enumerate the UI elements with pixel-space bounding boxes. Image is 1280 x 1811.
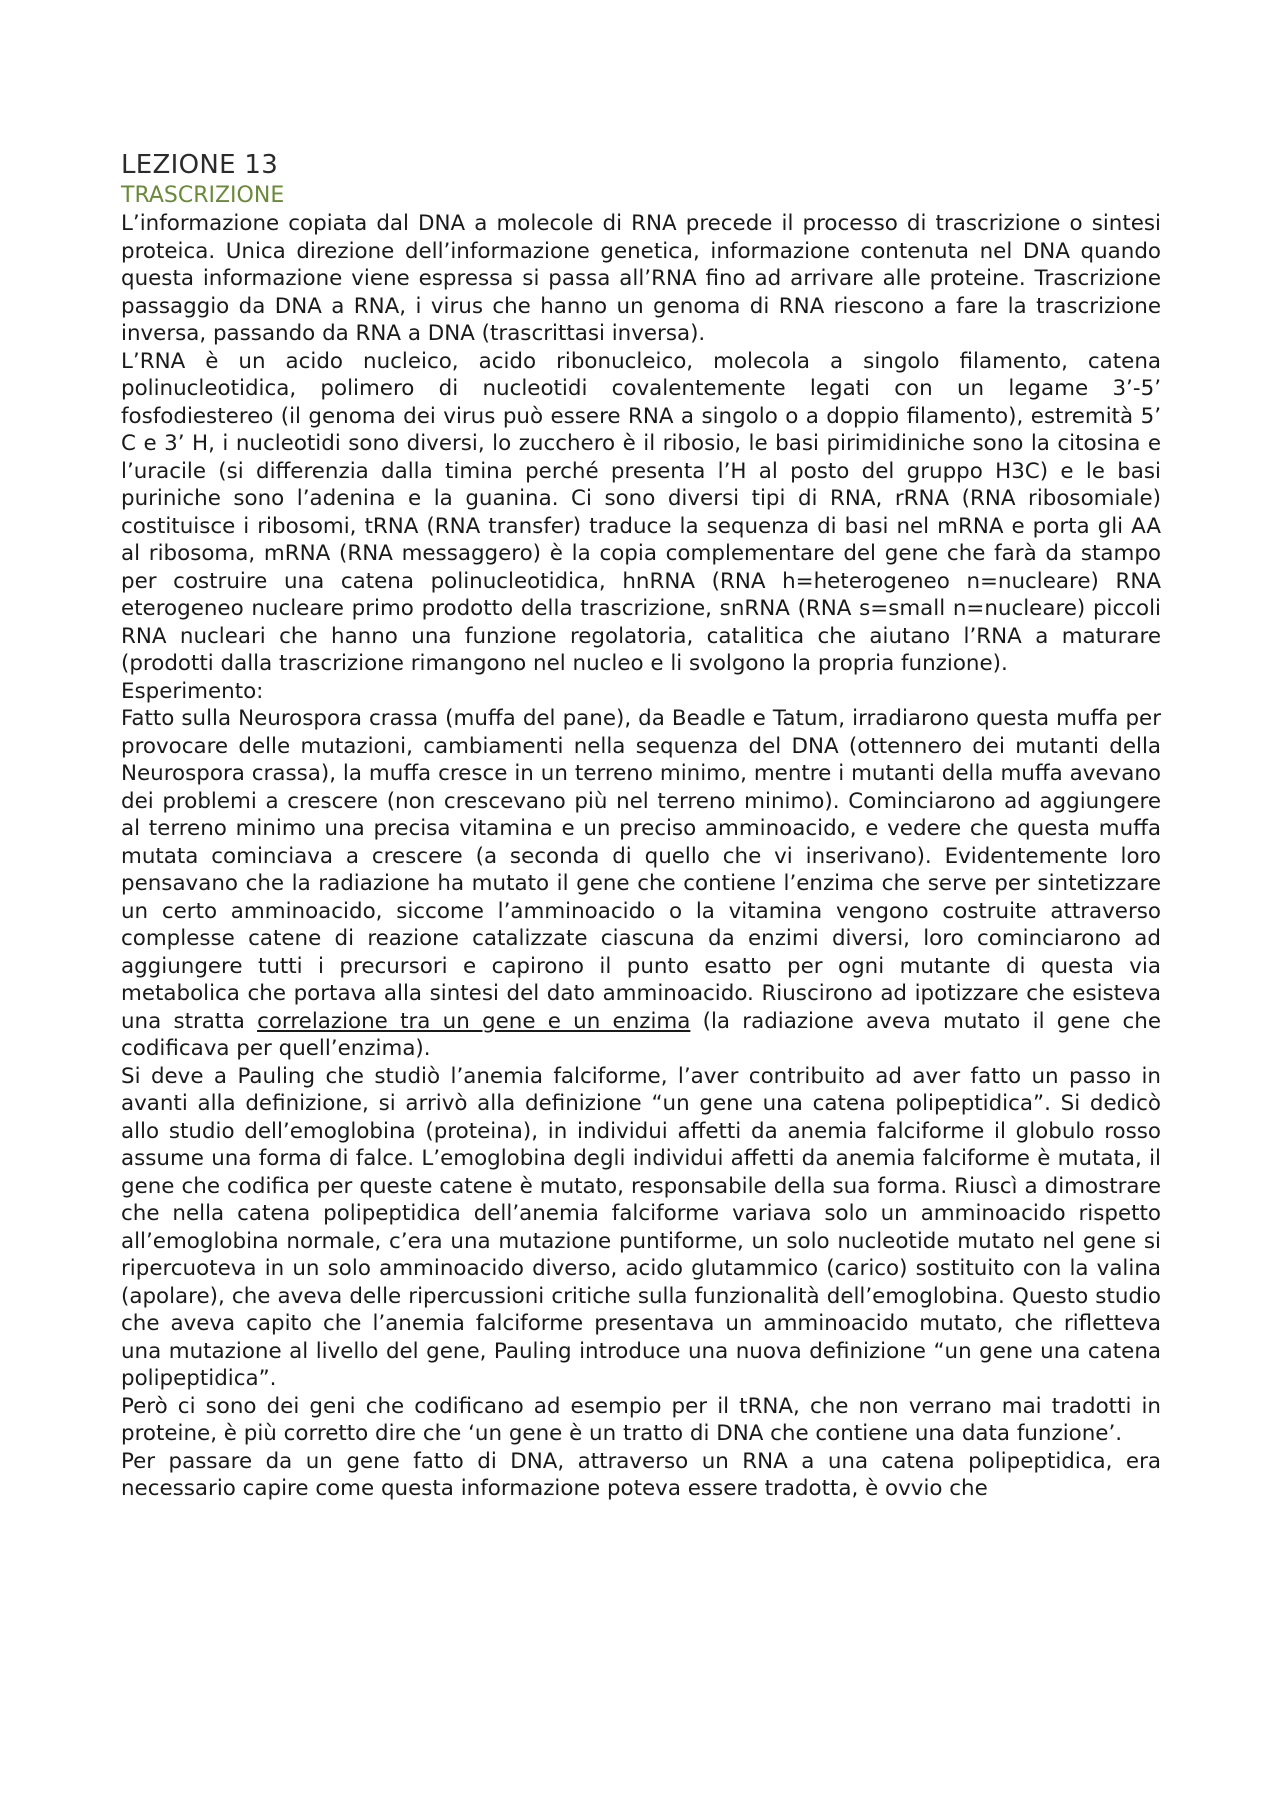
document-page [121, 148, 1161, 1503]
paragraph-trna: Però ci sono dei geni che codificano ad esempio per il tRNA, che non verrano mai tradotti in proteine, è più corretto dire che ‘un gene è un tratto di DNA che contiene una data funzione’. [121, 1393, 1161, 1446]
paragraph-experiment-label: Esperimento: [121, 678, 264, 704]
experiment-text: Fatto sulla Neurospora crassa (muffa del pane), da Beadle e Tatum, irradiarono questa muffa per provocare delle mutazioni, cambiamenti nella sequenza del DNA (ottennero dei mutanti della Neurospora crassa), la muffa cresce in un terreno minimo, mentre i mutanti della muffa avevano dei problemi a crescere (non crescevano più nel terreno minimo). Cominciarono ad aggiungere al terreno minimo una precisa vitamina e un preciso amminoacido, e vedere che questa muffa mutata cominciava a crescere (a seconda di quello che vi inserivano). Evidentemente loro pensavano che la radiazione ha mutato il gene che contiene l’enzima che serve per sintetizzare un certo amminoacido, siccome l’amminoacido o la vitamina vengono costruite attraverso complesse catene di reazione catalizzate ciascuna da enzimi diversi, loro cominciarono ad aggiungere tutti i precursori e capirono il punto esatto per ogni mutante di questa via metabolica che portava alla sintesi del dato amminoacido. Riuscirono ad ipotizzare che esisteva una stratta [121, 706, 1161, 1034]
experiment-text-end: (la radiazione aveva mutato il gene che codificava per quell’enzima). [121, 1008, 1161, 1061]
underlined-phrase: correlazione tra un gene e un enzima [257, 1008, 691, 1034]
paragraph-intro: L’informazione copiata dal DNA a molecole di RNA precede il processo di trascrizione o sintesi proteica. Unica direzione dell’informazione genetica, informazione contenuta nel DNA quando questa informazione viene espressa si passa all’RNA fino ad arrivare alle proteine. Trascrizione passaggio da DNA a RNA, i virus che hanno un genoma di RNA riescono a fare la trascrizione inversa, passando da RNA a DNA (trascrittasi inversa). [121, 211, 1161, 346]
paragraph-pauling: Si deve a Pauling che studiò l’anemia falciforme, l’aver contribuito ad aver fatto un passo in avanti alla definizione, si arrivò alla definizione “un gene una catena polipeptidica”. Si dedicò allo studio dell’emoglobina (proteina), in individui affetti da anemia falciforme il globulo rosso assume una forma di falce. L’emoglobina degli individui affetti da anemia falciforme è mutata, il gene che codifica per queste catene è mutato, responsabile della sua forma. Riuscì a dimostrare che nella catena polipeptidica dell’anemia falciforme variava solo un amminoacido rispetto all’emoglobina normale, c’era una mutazione puntiforme, un solo nucleotide mutato nel gene si ripercuoteva in un solo amminoacido diverso, acido glutammico (carico) sostituito con la valina (apolare), che aveva delle ripercussioni critiche sulla funzionalità dell’emoglobina. Questo studio che aveva capito che l’anemia falciforme presentava un amminoacido mutato, che rifletteva una mutazione al livello del gene, Pauling introduce una nuova definizione “un gene una catena polipeptidica”. [121, 1063, 1161, 1391]
section-heading: TRASCRIZIONE [121, 183, 285, 208]
lesson-title: LEZIONE 13 [121, 150, 279, 180]
paragraph-rna: L’RNA è un acido nucleico, acido ribonucleico, molecola a singolo filamento, catena polinucleotidica, polimero di nucleotidi covalentemente legati con un legame 3’-5’ fosfodiestereo (il genoma dei virus può essere RNA a singolo o a doppio filamento), estremità 5’ C e 3’ H, i nucleotidi sono diversi, lo zucchero è il ribosio, le basi pirimidiniche sono la citosina e l’uracile (si differenzia dalla timina perché presenta l’H al posto del gruppo H3C) e le basi puriniche sono l’adenina e la guanina. Ci sono diversi tipi di RNA, rRNA (RNA ribosomiale) costituisce i ribosomi, tRNA (RNA transfer) traduce la sequenza di basi nel mRNA e porta gli AA al ribosoma, mRNA (RNA messaggero) è la copia complementare del gene che farà da stampo per costruire una catena polinucleotidica, hnRNA (RNA h=heterogeneo n=nucleare) RNA eterogeneo nucleare primo prodotto della trascrizione, snRNA (RNA s=small n=nucleare) piccoli RNA nucleari che hanno una funzione regolatoria, catalitica che aiutano l’RNA a maturare (prodotti dalla trascrizione rimangono nel nucleo e li svolgono la propria funzione). [121, 348, 1161, 676]
paragraph-translation: Per passare da un gene fatto di DNA, attraverso un RNA a una catena polipeptidica, era necessario capire come questa informazione poteva essere tradotta, è ovvio che [121, 1448, 1161, 1501]
paragraph-experiment [121, 705, 1161, 1063]
